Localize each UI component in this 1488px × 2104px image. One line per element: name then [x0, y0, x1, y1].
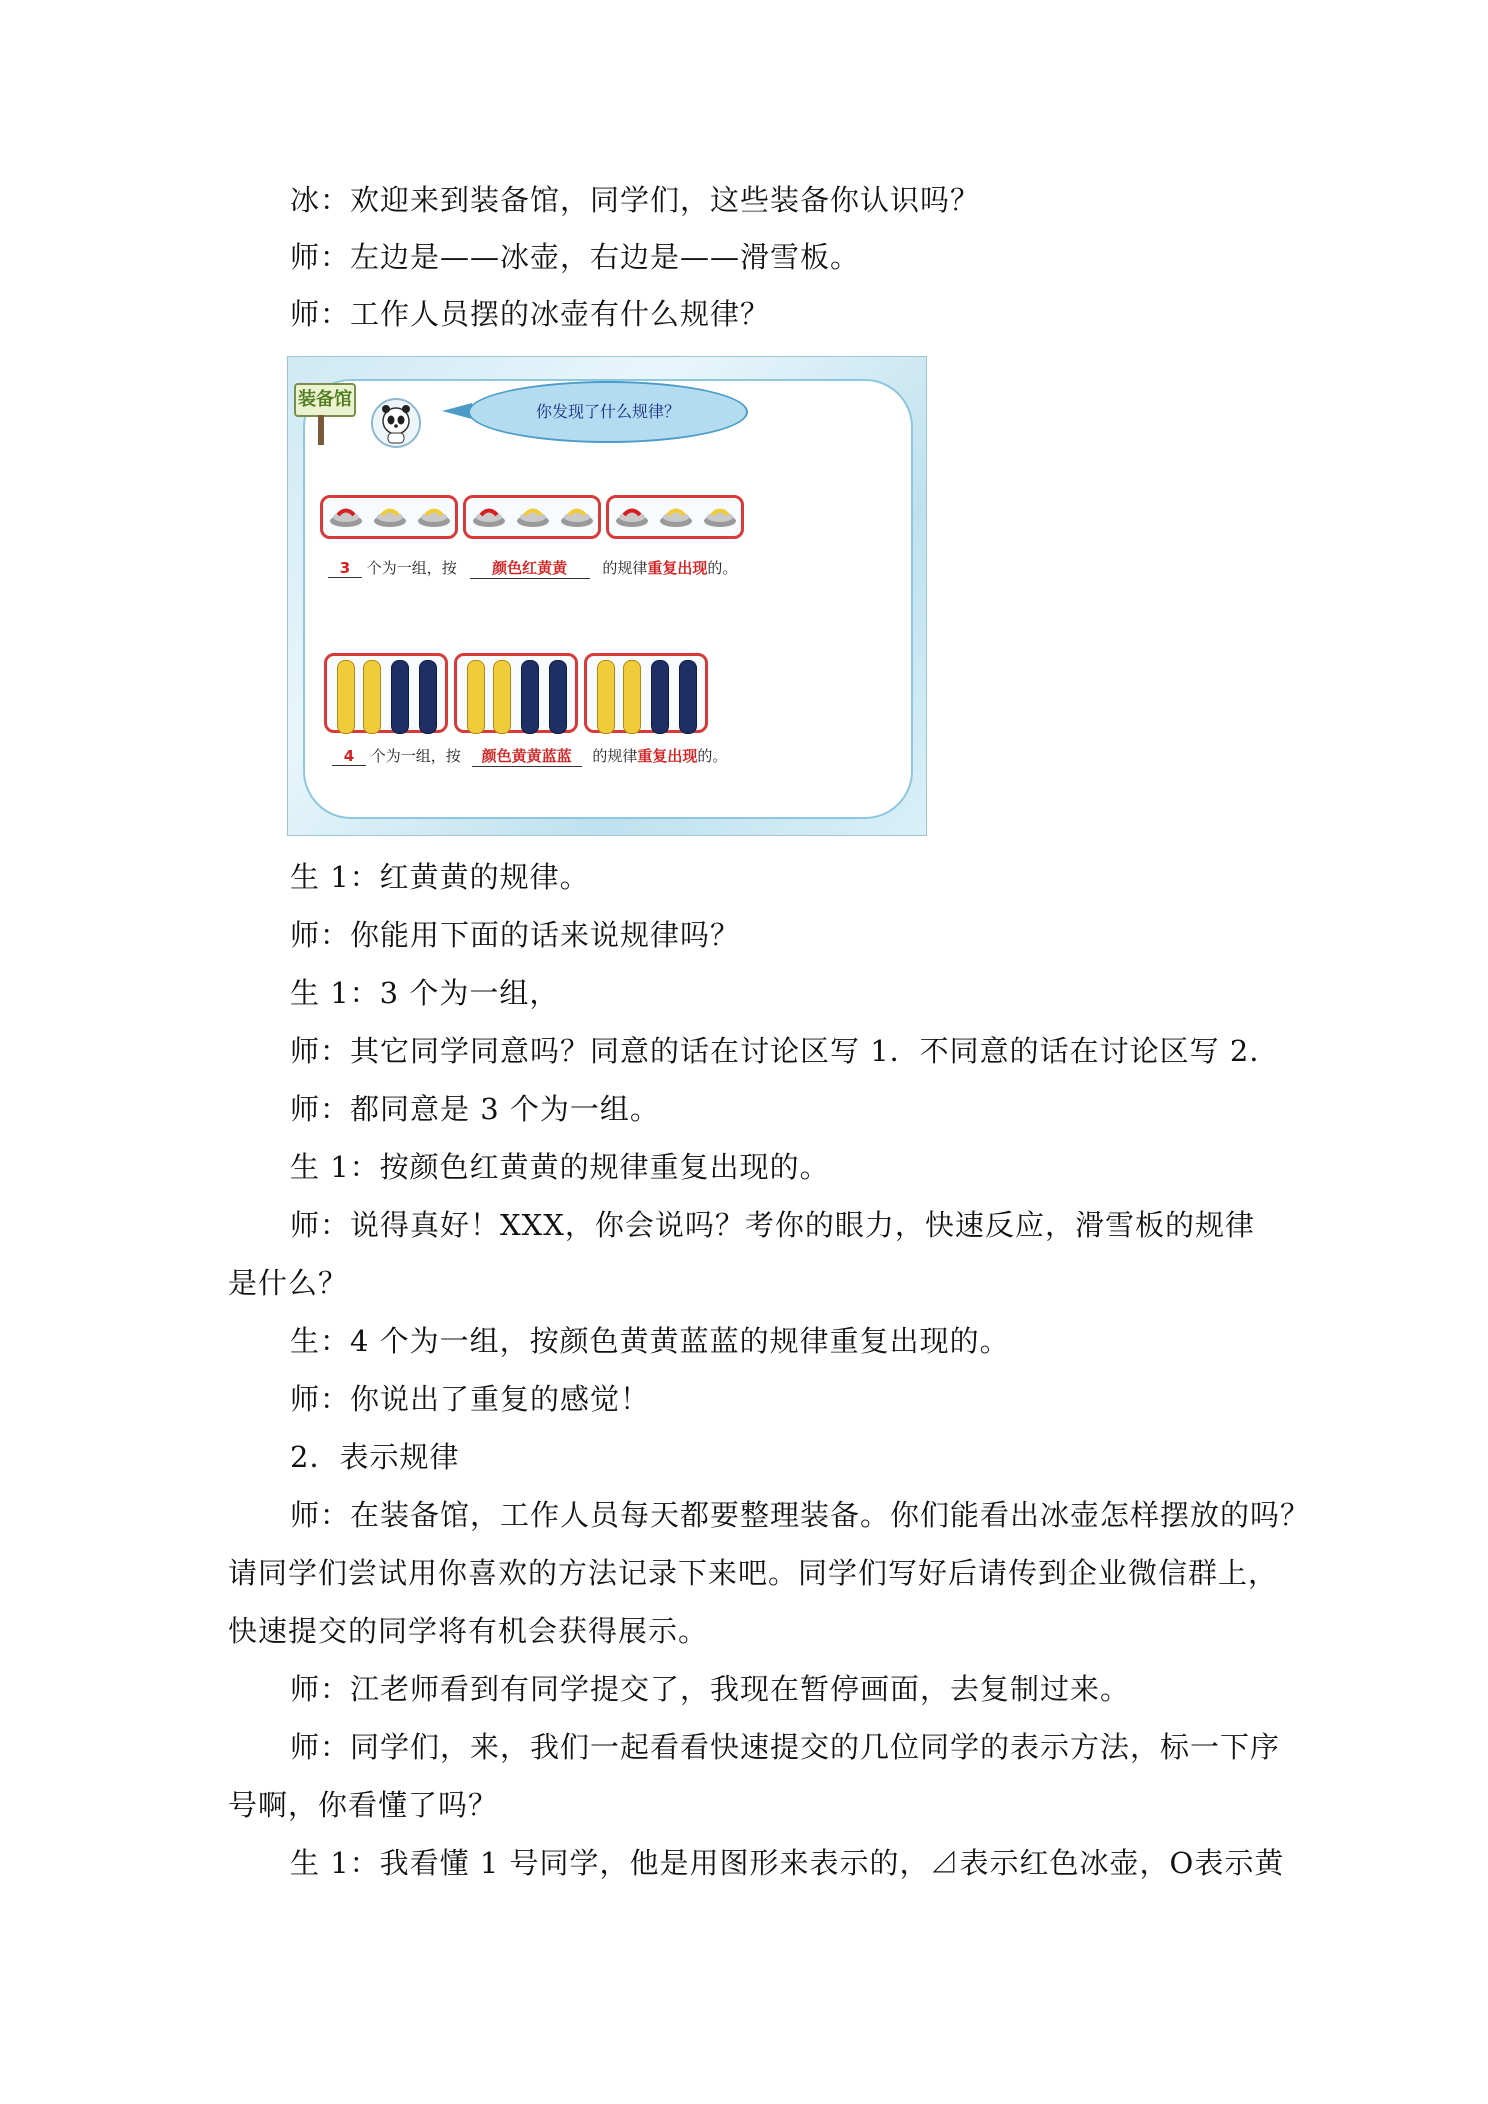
yellow-curling-stone-icon — [516, 506, 550, 528]
yellow-ski-board — [493, 660, 511, 734]
ski-end: 的。 — [697, 747, 728, 765]
paragraph-line: 师：其它同学同意吗？同意的话在讨论区写 1．不同意的话在讨论区写 2． — [290, 1034, 1280, 1068]
panda-mascot-icon — [370, 395, 422, 451]
blue-ski-board — [651, 660, 669, 734]
paragraph-line: 生 1：按颜色红黄黄的规律重复出现的。 — [290, 1150, 830, 1184]
paragraph-line: 号啊，你看懂了吗？ — [228, 1788, 499, 1822]
paragraph-line: 冰：欢迎来到装备馆，同学们，这些装备你认识吗？ — [290, 183, 981, 217]
curling-pattern-sentence — [328, 557, 737, 579]
ski-pattern-sentence — [332, 745, 727, 767]
curling-group — [606, 495, 744, 539]
yellow-ski-board — [337, 660, 355, 734]
paragraph-line: 生：4 个为一组，按颜色黄黄蓝蓝的规律重复出现的。 — [290, 1324, 1010, 1358]
paragraph-line: 师：说得真好！XXX，你会说吗？考你的眼力，快速反应，滑雪板的规律 — [290, 1208, 1255, 1242]
yellow-ski-board — [467, 660, 485, 734]
yellow-curling-stone-icon — [417, 506, 451, 528]
ski-group — [324, 653, 448, 733]
paragraph-line: 师：你说出了重复的感觉！ — [290, 1382, 651, 1416]
speech-bubble — [468, 381, 748, 443]
paragraph-line: 生 1：我看懂 1 号同学，他是用图形来表示的，⊿表示红色冰壶，O表示黄 — [290, 1846, 1285, 1880]
blue-ski-board — [419, 660, 437, 734]
curling-count: 3 — [328, 559, 362, 578]
paragraph-line: 生 1：3 个为一组， — [290, 976, 560, 1010]
paragraph-line: 生 1：红黄黄的规律。 — [290, 860, 590, 894]
yellow-ski-board — [597, 660, 615, 734]
yellow-ski-board — [623, 660, 641, 734]
paragraph-line: 师：你能用下面的话来说规律吗？ — [290, 918, 741, 952]
paragraph-line: 师：江老师看到有同学提交了，我现在暂停画面，去复制过来。 — [290, 1672, 1131, 1706]
blue-ski-board — [549, 660, 567, 734]
curling-rule: 颜色红黄黄 — [470, 557, 590, 579]
paragraph-line: 请同学们尝试用你喜欢的方法记录下来吧。同学们写好后请传到企业微信群上， — [228, 1556, 1279, 1590]
ski-rule: 颜色黄黄蓝蓝 — [472, 745, 582, 767]
red-curling-stone-icon — [329, 506, 363, 528]
ski-pre: 个为一组，按 — [370, 747, 461, 765]
lesson-slide-image — [287, 356, 927, 836]
blue-ski-board — [679, 660, 697, 734]
curling-pre: 个为一组，按 — [366, 559, 457, 577]
ski-count: 4 — [332, 747, 366, 766]
blue-ski-board — [521, 660, 539, 734]
yellow-curling-stone-icon — [373, 506, 407, 528]
section-heading: 2．表示规律 — [290, 1440, 460, 1474]
curling-group — [463, 495, 601, 539]
curling-group — [320, 495, 458, 539]
yellow-curling-stone-icon — [659, 506, 693, 528]
paragraph-line: 师：都同意是 3 个为一组。 — [290, 1092, 660, 1126]
paragraph-line: 师：左边是——冰壶，右边是——滑雪板。 — [290, 240, 861, 274]
yellow-ski-board — [363, 660, 381, 734]
ski-post: 的规律 — [592, 747, 638, 765]
paragraph-line: 师：同学们，来，我们一起看看快速提交的几位同学的表示方法，标一下序 — [290, 1730, 1281, 1764]
ski-emph: 重复出现 — [637, 747, 698, 765]
ski-group — [454, 653, 578, 733]
paragraph-line: 是什么？ — [228, 1266, 349, 1300]
red-curling-stone-icon — [472, 506, 506, 528]
yellow-curling-stone-icon — [560, 506, 594, 528]
paragraph-line: 师：工作人员摆的冰壶有什么规律？ — [290, 297, 771, 331]
curling-emph: 重复出现 — [647, 559, 708, 577]
curling-end: 的。 — [707, 559, 738, 577]
blue-ski-board — [391, 660, 409, 734]
curling-post: 的规律 — [602, 559, 648, 577]
slide-sign: 装备馆 — [294, 383, 356, 417]
yellow-curling-stone-icon — [703, 506, 737, 528]
sign-post — [318, 415, 324, 445]
red-curling-stone-icon — [615, 506, 649, 528]
bubble-text: 你发现了什么规律？ — [535, 402, 680, 421]
ski-group — [584, 653, 708, 733]
paragraph-line: 快速提交的同学将有机会获得展示。 — [228, 1614, 709, 1648]
paragraph-line: 师：在装备馆，工作人员每天都要整理装备。你们能看出冰壶怎样摆放的吗？ — [290, 1498, 1311, 1532]
